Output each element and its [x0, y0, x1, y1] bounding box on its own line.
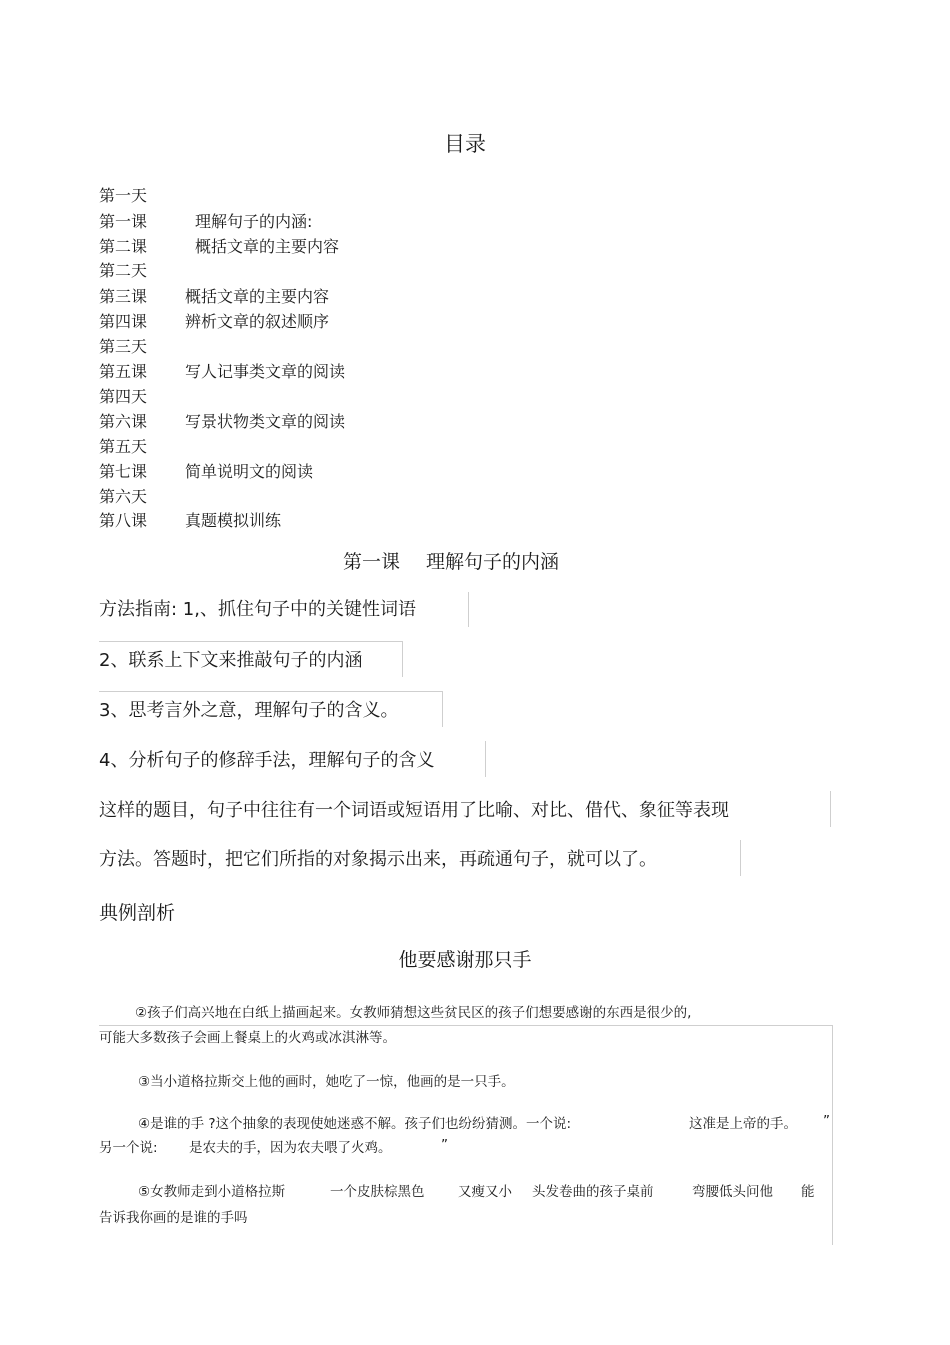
toc-entry-number: 第五课: [99, 362, 148, 381]
toc-entry: [99, 462, 314, 482]
toc-entry: [99, 212, 313, 232]
toc-entry-number: 第六课: [99, 412, 148, 431]
toc-entry: [99, 337, 147, 357]
toc-entry-number: 第一天: [99, 186, 148, 205]
story-paragraph: ④是谁的手 ?这个抽象的表现使她迷惑不解。孩子们也纷纷猜测。一个说:: [138, 1116, 572, 1132]
toc-entry: [99, 437, 147, 457]
method-guide-line: 这样的题目，句子中往往有一个词语或短语用了比喻、对比、借代、象征等表现: [99, 800, 729, 821]
toc-entry: [99, 487, 147, 507]
story-paragraph: 告诉我你画的是谁的手吗: [99, 1210, 248, 1226]
divider: [402, 641, 403, 677]
toc-entry-number: 第四课: [99, 312, 148, 331]
method-guide-line: 2、联系上下文来推敲句子的内涵: [99, 650, 363, 671]
story-title: 他要感谢那只手: [398, 949, 532, 971]
toc-entry: [99, 261, 147, 281]
story-paragraph: 弯腰低头问他: [692, 1184, 773, 1200]
divider: [99, 1025, 832, 1026]
toc-entry-name: 真题模拟训练: [185, 511, 282, 530]
toc-entry-number: 第二天: [99, 261, 148, 280]
story-paragraph: 头发卷曲的孩子桌前: [532, 1184, 654, 1200]
method-guide-line: 方法指南: 1,、抓住句子中的关键性词语: [99, 599, 416, 620]
story-paragraph: ⑤女教师走到小道格拉斯: [138, 1184, 286, 1200]
toc-entry-number: 第五天: [99, 437, 148, 456]
toc-entry-number: 第三天: [99, 337, 148, 356]
divider: [442, 691, 443, 727]
toc-entry-name: 写人记事类文章的阅读: [185, 362, 346, 381]
quote-mark: ”: [823, 1113, 830, 1129]
divider: [830, 791, 831, 827]
toc-entry-number: 第八课: [99, 511, 148, 530]
toc-entry-name: 辨析文章的叙述顺序: [185, 312, 330, 331]
toc-entry-number: 第一课: [99, 212, 148, 231]
toc-entry-number: 第四天: [99, 387, 148, 406]
toc-entry: [99, 186, 147, 206]
toc-entry-name: 写景状物类文章的阅读: [185, 412, 346, 431]
toc-entry-number: 第七课: [99, 462, 148, 481]
method-guide-line: 方法。答题时，把它们所指的对象揭示出来，再疏通句子，就可以了。: [99, 849, 657, 870]
toc-entry: [99, 412, 346, 432]
section-heading: 典例剖析: [99, 902, 176, 924]
story-paragraph: 可能大多数孩子会画上餐桌上的火鸡或冰淇淋等。: [99, 1030, 396, 1046]
story-paragraph: ③当小道格拉斯交上他的画时，她吃了一惊，他画的是一只手。: [138, 1074, 515, 1090]
divider: [832, 1025, 833, 1245]
divider: [99, 641, 403, 642]
story-paragraph: ②孩子们高兴地在白纸上描画起来。女教师猜想这些贫民区的孩子们想要感谢的东西是很少的,: [135, 1005, 692, 1021]
toc-entry-name: 概括文章的主要内容: [195, 237, 340, 256]
story-quote: 这准是上帝的手。: [689, 1116, 797, 1132]
divider: [485, 741, 486, 777]
story-paragraph: 能: [801, 1184, 815, 1200]
toc-entry-number: 第二课: [99, 237, 148, 256]
toc-entry: [99, 237, 340, 257]
toc-entry: [99, 362, 346, 382]
divider: [740, 840, 741, 876]
toc-entry-name: 理解句子的内涵:: [195, 212, 313, 231]
toc-entry: [99, 387, 147, 407]
story-paragraph: 又瘦又小: [458, 1184, 512, 1200]
lesson-number: 第一课: [343, 551, 401, 573]
toc-title: 目录: [444, 132, 486, 156]
toc-entry: [99, 511, 282, 531]
toc-entry-number: 第三课: [99, 287, 148, 306]
divider: [468, 592, 469, 627]
toc-entry-number: 第六天: [99, 487, 148, 506]
story-quote: 是农夫的手，因为农夫喂了火鸡。: [189, 1140, 392, 1156]
quote-mark: ”: [441, 1137, 448, 1153]
toc-entry: [99, 287, 330, 307]
lesson-name: 理解句子的内涵: [426, 551, 560, 573]
toc-entry-name: 简单说明文的阅读: [185, 462, 314, 481]
story-paragraph: 另一个说:: [99, 1140, 158, 1156]
lesson-title: [343, 547, 559, 574]
method-guide-line: 3、思考言外之意，理解句子的含义。: [99, 700, 399, 721]
divider: [99, 691, 443, 692]
method-guide-line: 4、分析句子的修辞手法，理解句子的含义: [99, 750, 435, 771]
story-paragraph: 一个皮肤棕黑色: [330, 1184, 425, 1200]
toc-entry: [99, 312, 330, 332]
toc-entry-name: 概括文章的主要内容: [185, 287, 330, 306]
